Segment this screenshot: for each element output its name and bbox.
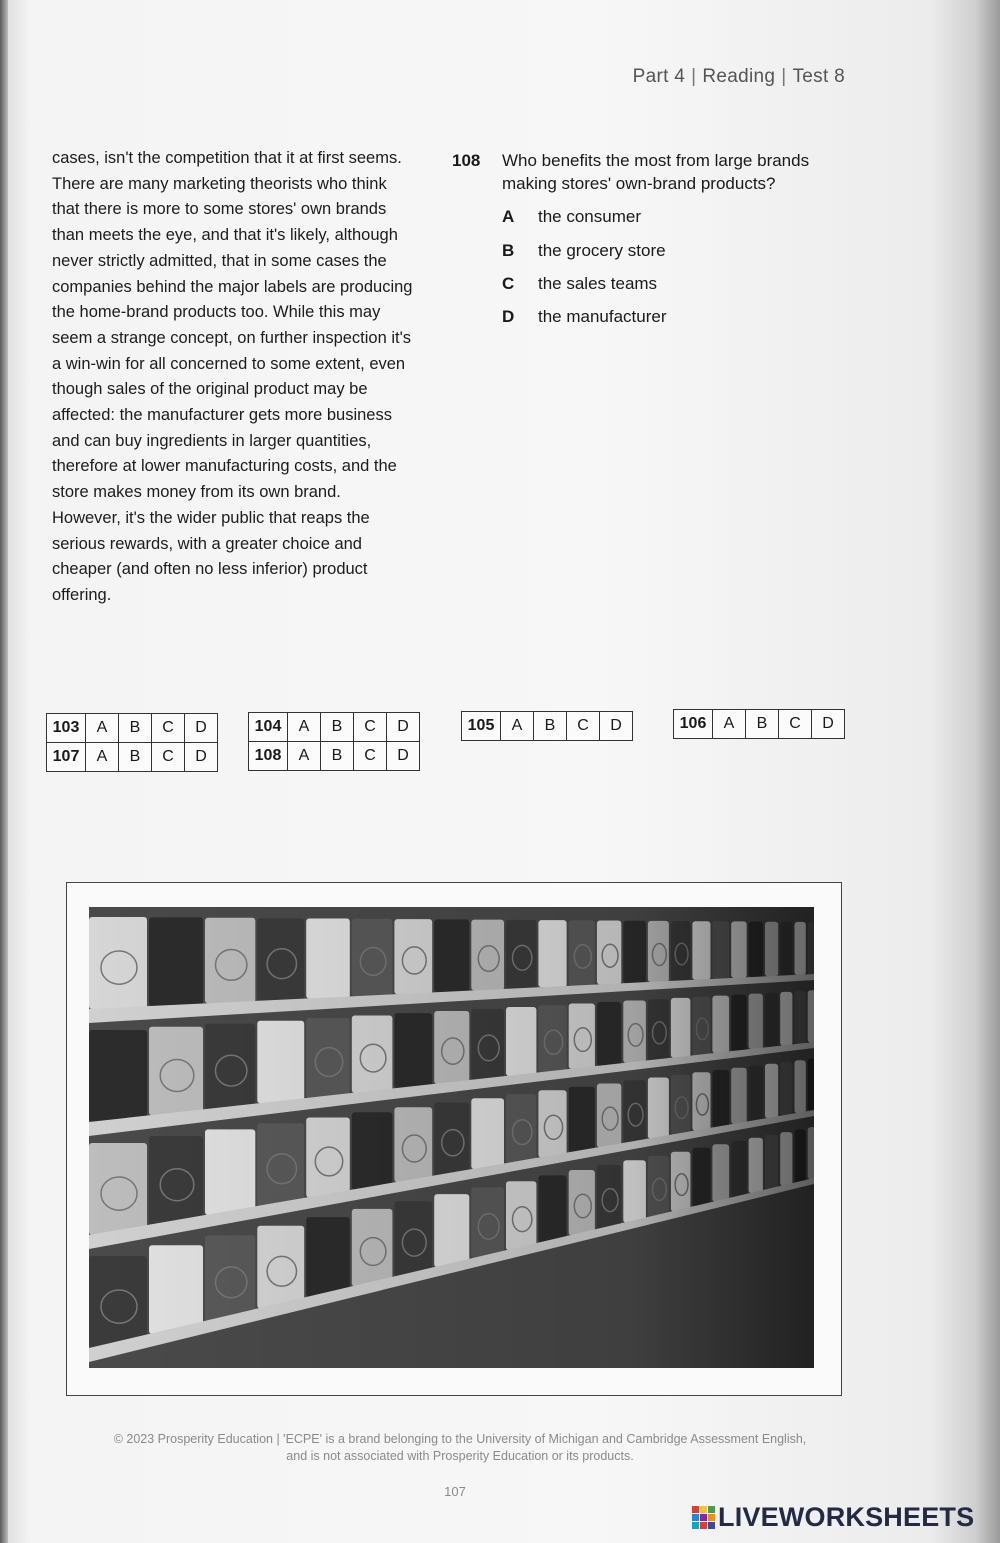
option-a[interactable] bbox=[502, 207, 641, 227]
answer-choice-a[interactable]: A bbox=[713, 710, 746, 739]
answer-row-108 bbox=[249, 742, 420, 771]
logo-square bbox=[692, 1522, 699, 1529]
running-header: Part 4 | Reading | Test 8 bbox=[632, 66, 845, 87]
option-text: the manufacturer bbox=[538, 307, 667, 326]
answer-choice-b[interactable]: B bbox=[119, 714, 152, 743]
answer-choice-c[interactable]: C bbox=[779, 710, 812, 739]
logo-square bbox=[692, 1514, 699, 1521]
answer-grid-2 bbox=[248, 712, 420, 771]
logo-square bbox=[708, 1506, 715, 1513]
liveworksheets-brand bbox=[692, 1502, 974, 1532]
answer-grid-1 bbox=[46, 713, 218, 772]
logo-square bbox=[708, 1522, 715, 1529]
answer-choice-a[interactable]: A bbox=[86, 714, 119, 743]
option-c[interactable] bbox=[502, 274, 657, 294]
answer-number: 108 bbox=[249, 742, 288, 771]
answer-choice-a[interactable]: A bbox=[288, 713, 321, 742]
option-text: the consumer bbox=[538, 207, 641, 226]
answer-choice-d[interactable]: D bbox=[600, 712, 633, 741]
header-part: Part 4 bbox=[632, 66, 686, 87]
answer-choice-d[interactable]: D bbox=[185, 743, 218, 772]
logo-square bbox=[700, 1522, 707, 1529]
answer-row-106 bbox=[674, 710, 845, 739]
option-letter: B bbox=[502, 241, 515, 260]
logo-square bbox=[700, 1514, 707, 1521]
answer-choice-a[interactable]: A bbox=[86, 743, 119, 772]
option-text: the grocery store bbox=[538, 241, 666, 260]
liveworksheets-logo-icon bbox=[692, 1506, 715, 1529]
answer-choice-a[interactable]: A bbox=[288, 742, 321, 771]
reading-passage: cases, isn't the competition that it at first seems. There are many marketing theorists who think that there is more to some stores' own brands than meets the eye, and that it's likely, although never strictly admitted, that in some cases the companies behind the major labels are producing the home-brand products too. While this may seem a strange concept, on further inspection it's a win-win for all concerned to some extent, even though sales of the original product may be affected: the manufacturer gets more business and can buy ingredients in larger quantities, therefore at lower manufacturing costs, and the store makes money from its own brand. However, it's the wider public that reaps the serious rewards, with a greater choice and cheaper (and often no less inferior) product offering. bbox=[52, 149, 413, 604]
answer-number: 105 bbox=[462, 712, 501, 741]
logo-square bbox=[692, 1506, 699, 1513]
answer-choice-b[interactable]: B bbox=[321, 742, 354, 771]
option-letter: C bbox=[502, 274, 515, 293]
question-stem: Who benefits the most from large brands making stores' own-brand products? bbox=[502, 151, 810, 193]
answer-choice-b[interactable]: B bbox=[321, 713, 354, 742]
book-spine-shadow bbox=[0, 0, 8, 1543]
answer-row-103 bbox=[47, 714, 218, 743]
logo-square bbox=[700, 1506, 707, 1513]
brand-wordmark: LIVEWORKSHEETS bbox=[718, 1501, 975, 1532]
answer-number: 104 bbox=[249, 713, 288, 742]
answer-row-107 bbox=[47, 743, 218, 772]
answer-grid-3 bbox=[461, 711, 633, 741]
copyright-line-1: © 2023 Prosperity Education | 'ECPE' is a brand belonging to the University of Michigan and Cambridge Assessment English, bbox=[113, 1432, 807, 1446]
question-number: 108 bbox=[452, 151, 481, 170]
answer-number: 107 bbox=[47, 743, 86, 772]
answer-choice-c[interactable]: C bbox=[152, 743, 185, 772]
header-section: Reading bbox=[702, 66, 776, 87]
answer-choice-b[interactable]: B bbox=[119, 743, 152, 772]
answer-choice-c[interactable]: C bbox=[567, 712, 600, 741]
answer-choice-c[interactable]: C bbox=[152, 714, 185, 743]
header-test: Test 8 bbox=[792, 66, 845, 87]
option-letter: A bbox=[502, 207, 515, 226]
answer-number: 106 bbox=[674, 710, 713, 739]
option-letter: D bbox=[502, 307, 515, 326]
answer-choice-d[interactable]: D bbox=[185, 714, 218, 743]
copyright-footer bbox=[60, 1431, 860, 1465]
option-d[interactable] bbox=[502, 307, 667, 327]
answer-choice-b[interactable]: B bbox=[534, 712, 567, 741]
canned-goods-shelves-photo bbox=[89, 907, 814, 1368]
option-b[interactable] bbox=[502, 241, 666, 261]
answer-choice-c[interactable]: C bbox=[354, 713, 387, 742]
answer-choice-d[interactable]: D bbox=[387, 742, 420, 771]
answer-choice-b[interactable]: B bbox=[746, 710, 779, 739]
answer-number: 103 bbox=[47, 714, 86, 743]
answer-choice-d[interactable]: D bbox=[812, 710, 845, 739]
answer-choice-a[interactable]: A bbox=[501, 712, 534, 741]
answer-row-104 bbox=[249, 713, 420, 742]
logo-square bbox=[708, 1514, 715, 1521]
shelves-illustration bbox=[89, 907, 814, 1368]
option-text: the sales teams bbox=[538, 274, 658, 293]
answer-choice-c[interactable]: C bbox=[354, 742, 387, 771]
answer-row-105 bbox=[462, 712, 633, 741]
answer-choice-d[interactable]: D bbox=[387, 713, 420, 742]
copyright-line-2: and is not associated with Prosperity Education or its products. bbox=[286, 1449, 634, 1463]
page-number: 107 bbox=[444, 1484, 466, 1499]
answer-grid-4 bbox=[673, 709, 845, 739]
